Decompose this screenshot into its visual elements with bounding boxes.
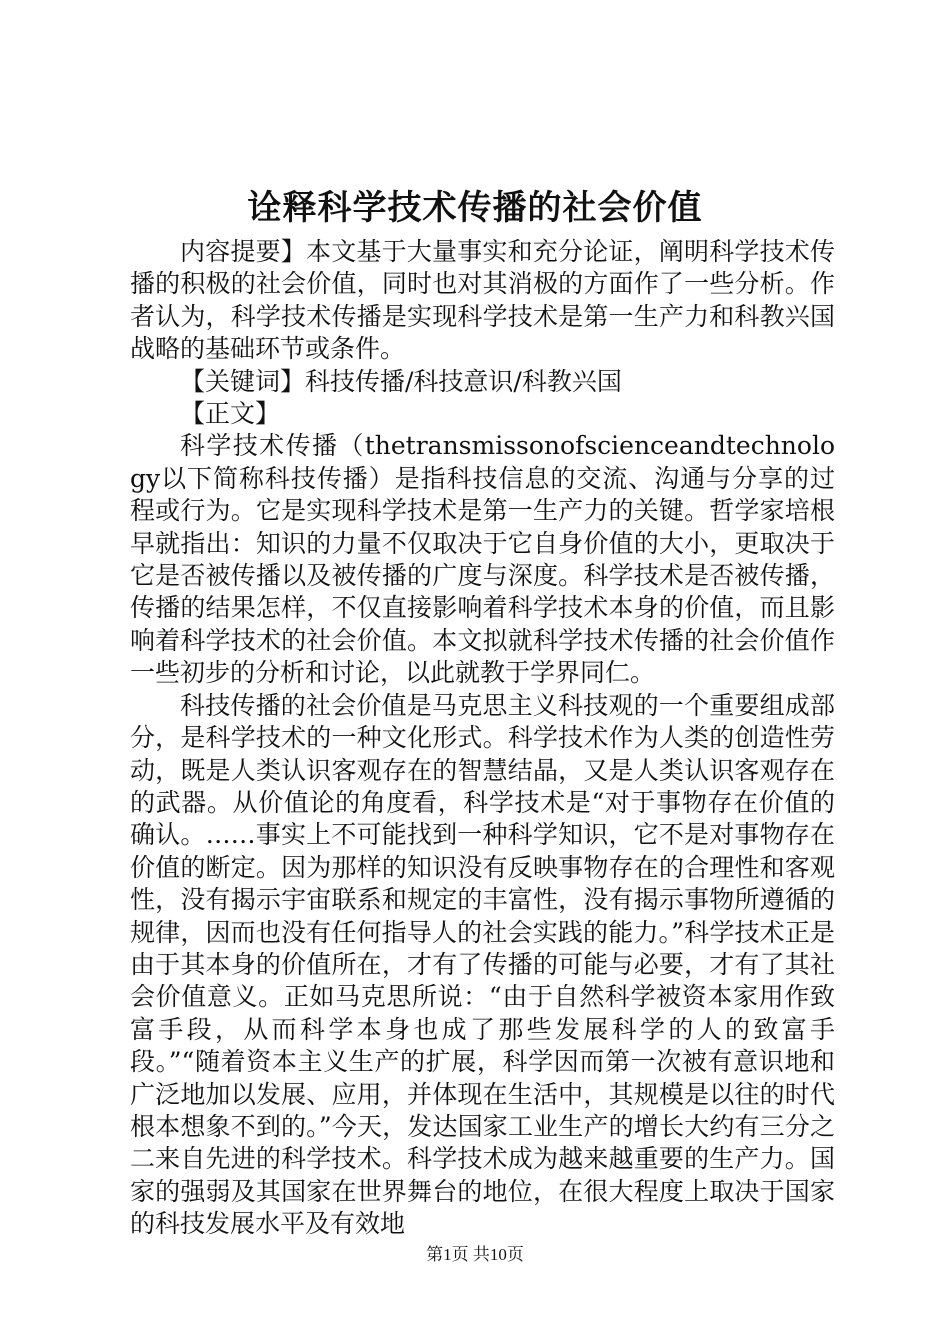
main-text-heading: 【正文】 [180, 399, 281, 429]
document-body [130, 236, 835, 1241]
page-footer: 第1页 共10页 [426, 1245, 524, 1264]
abstract-paragraph: 内容提要】本文基于大量事实和充分论证，阐明科学技术传播的积极的社会价值，同时也对其消极的方面作了一些分析。作者认为，科学技术传播是实现科学技术是第一生产力和科教兴国战略的基础环节或条件。 [130, 237, 835, 364]
keywords-paragraph: 【关键词】科技传播/科技意识/科教兴国 [180, 366, 622, 396]
body-paragraph: 科学技术传播（thetransmissonofscienceandtechnology以下简称科技传播）是指科技信息的交流、沟通与分享的过程或行为。它是实现科学技术是第一生产力的关键。哲学家培根早就指出：知识的力量不仅取决于它自身价值的大小，更取决于它是否被传播以及被传播的广度与深度。科学技术是否被传播，传播的结果怎样，不仅直接影响着科学技术本身的价值，而且影响着科学技术的社会价值。本文拟就科学技术传播的社会价值作一些初步的分析和讨论，以此就教于学界同仁。 [130, 431, 835, 688]
document-title: 诠释科学技术传播的社会价值 [247, 188, 703, 228]
body-paragraph: 科技传播的社会价值是马克思主义科技观的一个重要组成部分，是科学技术的一种文化形式。科学技术作为人类的创造性劳动，既是人类认识客观存在的智慧结晶，又是人类认识客观存在的武器。从价值论的角度看，科学技术是“对于事物存在价值的确认。……事实上不可能找到一种科学知识，它不是对事物存在价值的断定。因为那样的知识没有反映事物存在的合理性和客观性，没有揭示宇宙联系和规定的丰富性，没有揭示事物所遵循的规律，因而也没有任何指导人的社会实践的能力。”科学技术正是由于其本身的价值所在，才有了传播的可能与必要，才有了其社会价值意义。正如马克思所说：“由于自然科学被资本家用作致富手段，从而科学本身也成了那些发展科学的人的致富手段。”“随着资本主义生产的扩展，科学因而第一次被有意识地和广泛地加以发展、应用，并体现在生活中，其规模是以往的时代根本想象不到的。”今天，发达国家工业生产的增长大约有三分之二来自先进的科学技术。科学技术成为越来越重要的生产力。国家的强弱及其国家在世界舞台的地位，在很大程度上取决于国家的科技发展水平及有效地 [130, 690, 835, 1239]
